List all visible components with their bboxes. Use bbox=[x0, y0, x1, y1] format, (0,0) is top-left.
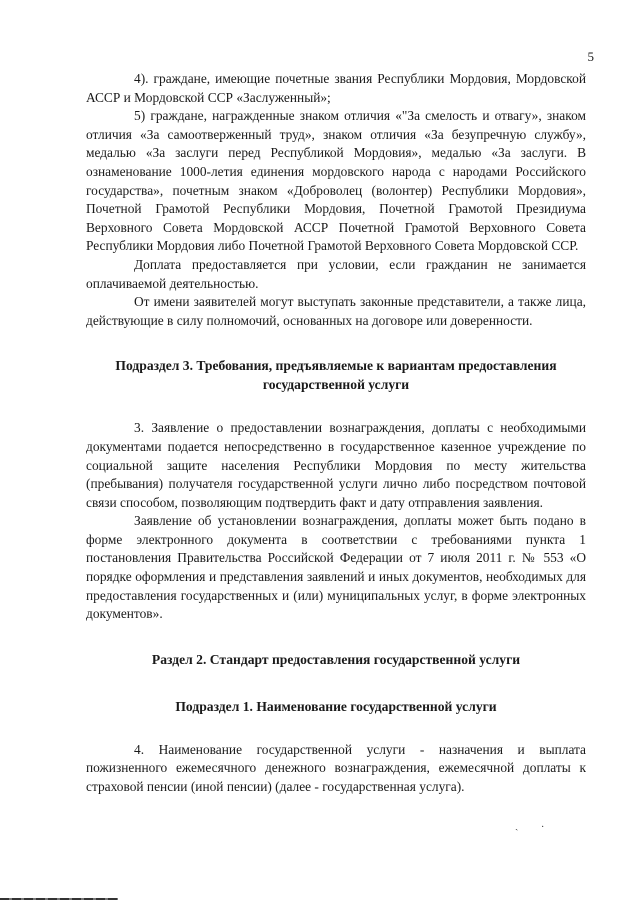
scan-artifact-dot: · bbox=[541, 822, 545, 833]
section-2-heading: Раздел 2. Стандарт предоставления государственной услуги bbox=[151, 651, 521, 667]
paragraph-representatives: От имени заявителей могут выступать законные представители, а также лица, действующие в силу полномочий, основанных на договоре или доверенности. bbox=[86, 294, 586, 328]
paragraph-electronic-application: Заявление об установлении вознаграждения, доплаты может быть подано в форме электронного документа в соответствии с требованиями пункта 1 постановления Правительства Российской Федерации от 7 июля 2011 г. № 553 «О порядке оформления и представления заявлений и иных документов, необходимых для предоставления государственных и (или) муниципальных услуг, в форме электронных документов». bbox=[86, 513, 586, 622]
paragraph-payment-condition: Доплата предоставляется при условии, если гражданин не занимается оплачиваемой деятельностью. bbox=[86, 256, 586, 291]
scan-edge-line bbox=[0, 898, 118, 900]
scan-artifact-mark: ˎ bbox=[515, 820, 519, 831]
paragraph-item-4-honorary-titles: 4). граждане, имеющие почетные звания Республики Мордовия, Мордовской АССР и Мордовской ССР «Заслуженный»; bbox=[86, 71, 586, 105]
page-number: 5 bbox=[587, 49, 594, 64]
subsection-1-heading: Подраздел 1. Наименование государственной услуги bbox=[175, 698, 497, 714]
subsection-3-heading: Подраздел 3. Требования, предъявляемые к вариантам предоставления государственной услуги bbox=[115, 358, 557, 393]
paragraph-3-application-submission: 3. Заявление о предоставлении вознаграждения, доплаты с необходимыми документами подается непосредственно в государственное казенное учреждение по социальной защите населения Республики Мордовия по месту жительства (пребывания) получателя государственной услуги лично либо посредством почтовой связи способом, позволяющим подтвердить факт и дату отправления заявления. bbox=[86, 420, 586, 510]
paragraph-item-5-decorations: 5) граждане, награжденные знаком отличия «"За смелость и отвагу», знаком отличия «За самоотверженный труд», знаком отличия «За безупречную службу», медалью «За заслуги перед Республикой Мордовия», медалью «За заслуги. В ознаменование 1000-летия единения мордовского народа с народами Российского государства», почетным знаком «Доброволец (волонтер) Республики Мордовия», Почетной Грамотой Республики Мордовия, Почетной Грамотой Президиума Верховного Совета Мордовской АССР Почетной Грамотой Верховного Совета Республики Мордовия либо Почетной Грамотой Верховного Совета Мордовской ССР. bbox=[86, 108, 586, 254]
document-body bbox=[86, 70, 586, 797]
paragraph-4-service-name: 4. Наименование государственной услуги - назначения и выплата пожизненного ежемесячного денежного вознаграждения, ежемесячной доплаты к страховой пенсии (иной пенсии) (далее - государственная услуга). bbox=[86, 741, 586, 795]
